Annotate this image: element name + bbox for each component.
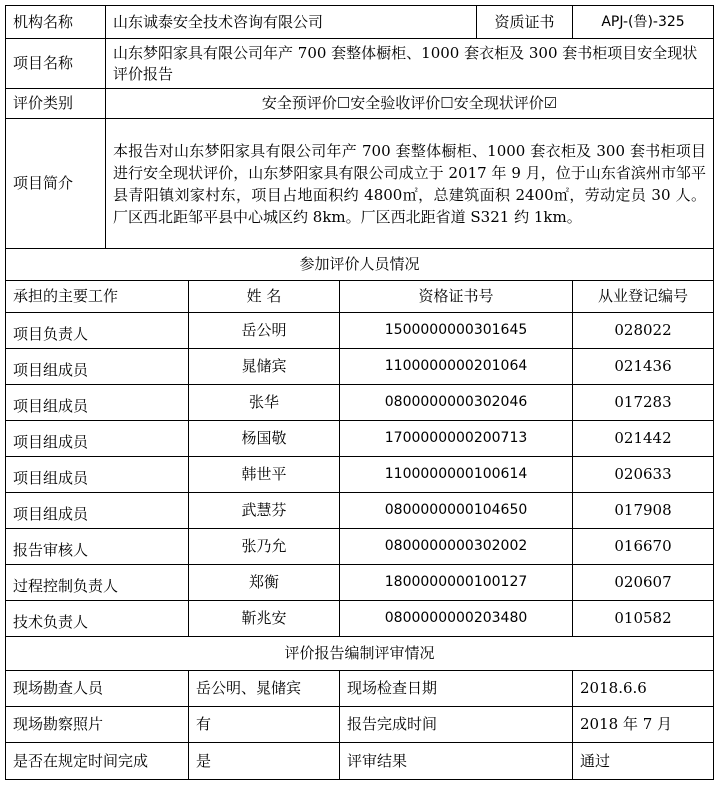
project-label: 项目名称 [6,39,106,89]
column-header-reg: 从业登记编号 [573,281,714,313]
table-row [6,349,714,385]
cert-cell: 1800000000100127 [340,565,573,601]
result-label: 评审结果 [340,743,573,780]
intro-label: 项目简介 [6,119,106,249]
reg-cell: 017283 [573,385,714,421]
cert-cell: 0800000000302002 [340,529,573,565]
reg-cell: 021436 [573,349,714,385]
cert-label: 资质证书 [477,6,573,39]
review-section-title: 评价报告编制评审情况 [6,637,714,671]
table-row [6,493,714,529]
intro-row [6,119,714,249]
on-time-label: 是否在规定时间完成 [6,743,189,780]
personnel-title-row [6,249,714,281]
cert-cell: 0800000000302046 [340,385,573,421]
category-label: 评价类别 [6,89,106,119]
personnel-header-row [6,281,714,313]
name-cell: 武慧芬 [189,493,340,529]
intro-value: 本报告对山东梦阳家具有限公司年产 700 套整体橱柜、1000 套衣柜及 300 套书柜项目进行安全现状评价，山东梦阳家具有限公司成立于 2017 年 9 月，位于山东省滨州市邹平县青阳镇刘家村东，项目占地面积约 4800㎡，总建筑面积 2400㎡，劳动定员 30 人。厂区西北距邹平县中心城区约 8km。厂区西北距省道 S321 约 1km。 [106,119,714,249]
cert-cell: 1100000000100614 [340,457,573,493]
table-row [6,385,714,421]
name-cell: 岳公明 [189,313,340,349]
category-row [6,89,714,119]
result-value: 通过 [573,743,714,780]
personnel-section-title: 参加评价人员情况 [6,249,714,281]
complete-time-label: 报告完成时间 [340,707,573,743]
reg-cell: 017908 [573,493,714,529]
table-row [6,601,714,637]
role-cell: 项目负责人 [6,313,189,349]
role-cell: 过程控制负责人 [6,565,189,601]
reg-cell: 020633 [573,457,714,493]
on-time-value: 是 [189,743,340,780]
role-cell: 项目组成员 [6,385,189,421]
table-row [6,529,714,565]
name-cell: 韩世平 [189,457,340,493]
review-row [6,671,714,707]
photos-label: 现场勘察照片 [6,707,189,743]
cert-cell: 1700000000200713 [340,421,573,457]
role-cell: 项目组成员 [6,493,189,529]
reg-cell: 021442 [573,421,714,457]
review-row [6,743,714,780]
check-date-value: 2018.6.6 [573,671,714,707]
reg-cell: 028022 [573,313,714,349]
project-value: 山东梦阳家具有限公司年产 700 套整体橱柜、1000 套衣柜及 300 套书柜项目安全现状评价报告 [106,39,714,89]
column-header-role: 承担的主要工作 [6,281,189,313]
complete-time-value: 2018 年 7 月 [573,707,714,743]
name-cell: 杨国敬 [189,421,340,457]
table-row [6,313,714,349]
column-header-cert: 资格证书号 [340,281,573,313]
table-row [6,565,714,601]
category-value: 安全预评价☐安全验收评价☐安全现状评价☑ [106,89,714,119]
reg-cell: 016670 [573,529,714,565]
check-date-label: 现场检查日期 [340,671,573,707]
review-row [6,707,714,743]
name-cell: 郑衡 [189,565,340,601]
name-cell: 靳兆安 [189,601,340,637]
cert-cell: 0800000000104650 [340,493,573,529]
role-cell: 项目组成员 [6,457,189,493]
cert-value: APJ-(鲁)-325 [573,6,714,39]
reg-cell: 010582 [573,601,714,637]
column-header-name: 姓 名 [189,281,340,313]
project-row [6,39,714,89]
org-label: 机构名称 [6,6,106,39]
table-row [6,457,714,493]
survey-people-label: 现场勘查人员 [6,671,189,707]
name-cell: 张乃允 [189,529,340,565]
name-cell: 晁储宾 [189,349,340,385]
org-row [6,6,714,39]
name-cell: 张华 [189,385,340,421]
survey-people-value: 岳公明、晁储宾 [189,671,340,707]
cert-cell: 1500000000301645 [340,313,573,349]
org-value: 山东诚泰安全技术咨询有限公司 [106,6,477,39]
cert-cell: 0800000000203480 [340,601,573,637]
cert-cell: 1100000000201064 [340,349,573,385]
review-title-row [6,637,714,671]
role-cell: 项目组成员 [6,421,189,457]
reg-cell: 020607 [573,565,714,601]
evaluation-info-table [5,5,714,780]
photos-value: 有 [189,707,340,743]
table-row [6,421,714,457]
role-cell: 报告审核人 [6,529,189,565]
role-cell: 项目组成员 [6,349,189,385]
role-cell: 技术负责人 [6,601,189,637]
